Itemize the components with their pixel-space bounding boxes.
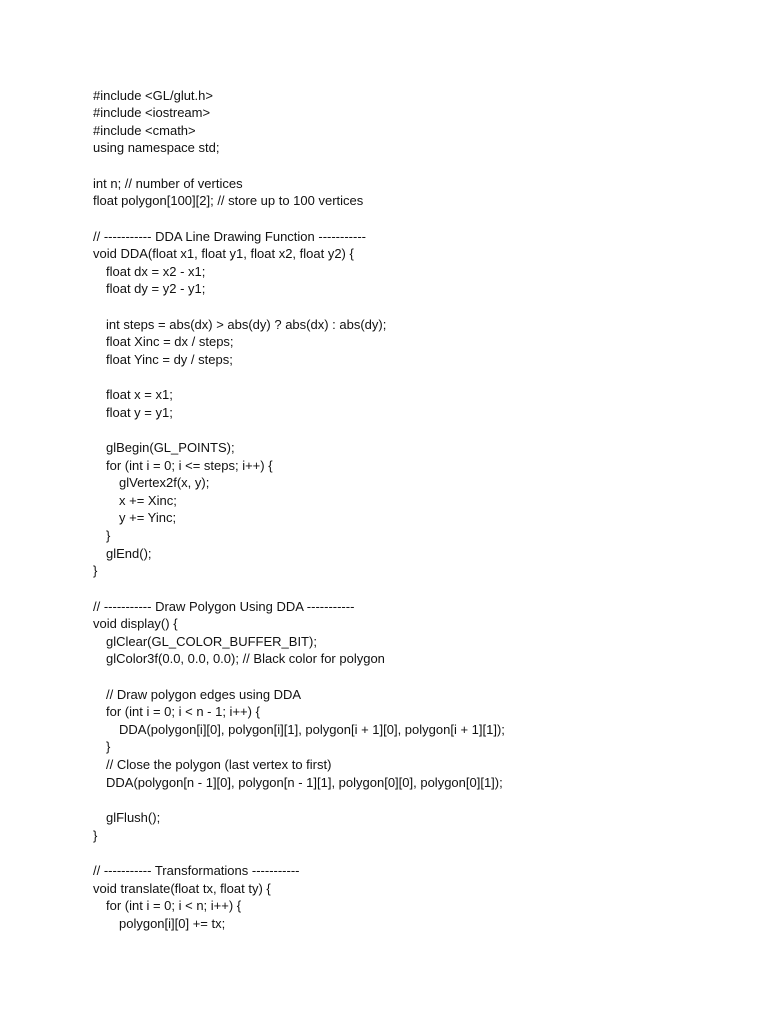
code-line: glVertex2f(x, y); (119, 475, 210, 490)
code-line: for (int i = 0; i < n; i++) { (106, 898, 242, 913)
code-line: DDA(polygon[i][0], polygon[i][1], polygon[i + 1][0], polygon[i + 1][1]); (119, 722, 505, 737)
code-comment-line: // Draw polygon edges using DDA (106, 687, 302, 702)
code-comment-line: // Close the polygon (last vertex to first) (106, 757, 332, 772)
code-line: float Yinc = dy / steps; (106, 352, 233, 367)
code-line: y += Yinc; (119, 510, 177, 525)
code-line: glColor3f(0.0, 0.0, 0.0); // Black color for polygon (106, 651, 385, 666)
code-line: glEnd(); (106, 546, 152, 561)
code-line: int n; // number of vertices (93, 176, 243, 191)
code-line: } (106, 528, 111, 543)
code-line: float dx = x2 - x1; (106, 264, 206, 279)
code-line: void display() { (93, 616, 178, 631)
code-line: float y = y1; (106, 405, 173, 420)
code-line: glFlush(); (106, 810, 161, 825)
code-line: void translate(float tx, float ty) { (93, 881, 271, 896)
code-comment-line: // ----------- DDA Line Drawing Function ----------- (93, 229, 366, 244)
code-line: polygon[i][0] += tx; (119, 916, 226, 931)
code-line: for (int i = 0; i < n - 1; i++) { (106, 704, 260, 719)
code-line: #include <iostream> (93, 105, 211, 120)
code-line: void DDA(float x1, float y1, float x2, float y2) { (93, 246, 354, 261)
code-line: float x = x1; (106, 387, 173, 402)
code-line: int steps = abs(dx) > abs(dy) ? abs(dx) : abs(dy); (106, 317, 387, 332)
code-line: glClear(GL_COLOR_BUFFER_BIT); (106, 634, 317, 649)
code-comment-line: // ----------- Draw Polygon Using DDA ----------- (93, 599, 355, 614)
code-line: } (106, 739, 111, 754)
code-line: } (93, 828, 98, 843)
code-line: using namespace std; (93, 140, 220, 155)
code-line: float polygon[100][2]; // store up to 100 vertices (93, 193, 364, 208)
code-line: float dy = y2 - y1; (106, 281, 206, 296)
code-line: float Xinc = dx / steps; (106, 334, 234, 349)
code-line: x += Xinc; (119, 493, 177, 508)
code-line: } (93, 563, 98, 578)
code-line: for (int i = 0; i <= steps; i++) { (106, 458, 273, 473)
code-comment-line: // ----------- Transformations ----------- (93, 863, 300, 878)
code-line: DDA(polygon[n - 1][0], polygon[n - 1][1], polygon[0][0], polygon[0][1]); (106, 775, 503, 790)
code-line: #include <cmath> (93, 123, 196, 138)
code-line: glBegin(GL_POINTS); (106, 440, 235, 455)
code-line: #include <GL/glut.h> (93, 88, 213, 103)
